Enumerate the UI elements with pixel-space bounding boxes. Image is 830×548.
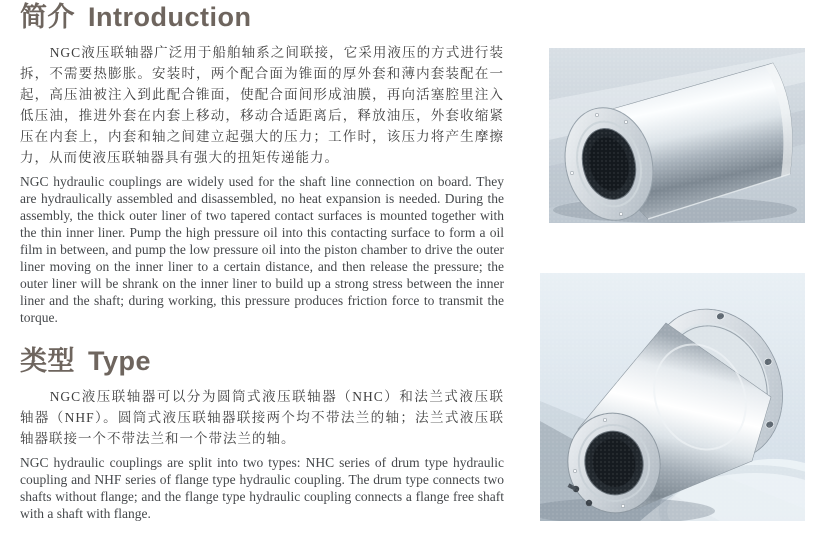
type-heading-chinese: 类型 [20, 346, 75, 376]
type-paragraph-chinese: NGC液压联轴器可以分为圆筒式液压联轴器（NHC）和法兰式液压联轴器（NHF）。圆筒式液压联轴器联接两个均不带法兰的轴；法兰式液压联轴器联接一个不带法兰和一个带法兰的轴。 [20, 389, 504, 446]
introduction-paragraph-chinese: NGC液压联轴器广泛用于船舶轴系之间联接，它采用液压的方式进行装拆，不需要热膨胀。安装时，两个配合面为锥面的厚外套和薄内套装配在一起，高压油被注入到此配合锥面，使配合面间形成油膜，再向活塞腔里注入低压油，推进外套在内套上移动，移动合适距离后，释放油压，外套收缩紧压在内套上，内套和轴之间建立起强大的压力；工作时，该压力将产生摩擦力，从而使液压联轴器具有强大的扭矩传递能力。 [20, 45, 504, 165]
section-introduction [20, 0, 504, 326]
drum-coupling-render [549, 48, 805, 223]
text-column [20, 0, 504, 522]
flange-coupling-render [540, 273, 805, 521]
introduction-paragraph-english: NGC hydraulic couplings are widely used for the shaft line connection on board. They are hydraulically assembled and disassembled, no heat expansion is needed. During the assembly, the thick outer liner of two tapered contact surfaces is mounted together with the thin inner liner. Pump the high pressure oil into this contacting surface to form a oil film in between, and pump the low pressure oil into the piston chamber to drive the outer liner moving on the inner liner to a certain distance, and then release the pressure; the outer liner will be shrank on the inner liner to build up a strong stress between the inner liner and the shaft; during working, this pressure produces friction force to transmit the torque. [20, 174, 504, 325]
type-paragraph-english: NGC hydraulic couplings are split into two types: NHC series of drum type hydraulic coupling and NHF series of flange type hydraulic coupling. The drum type connects two shafts without flange; and the flange type hydraulic coupling connects a flange free shaft with a shaft with flange. [20, 455, 504, 521]
introduction-heading-english: Introduction [88, 2, 252, 32]
section-type [20, 344, 504, 522]
type-heading [20, 344, 504, 376]
type-heading-english: Type [88, 346, 152, 376]
flange-coupling-image [540, 273, 805, 521]
drum-coupling-image [549, 48, 805, 223]
introduction-heading [20, 0, 504, 32]
introduction-heading-chinese: 简介 [20, 2, 75, 32]
